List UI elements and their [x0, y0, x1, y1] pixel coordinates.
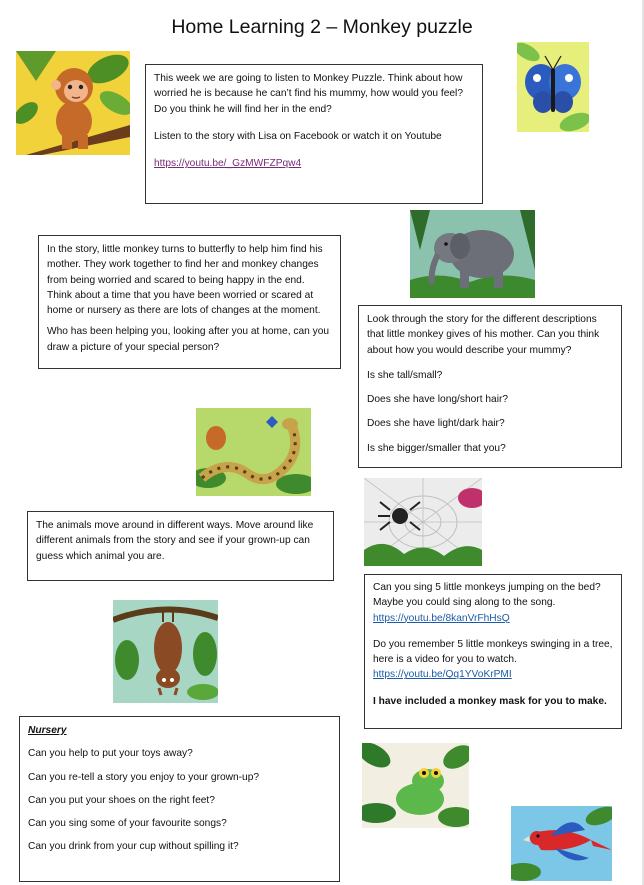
nursery-box	[19, 716, 340, 882]
parrot-illustration	[511, 806, 612, 881]
jumping-song-link[interactable]: https://youtu.be/8kanVrFhHsQ	[373, 612, 510, 624]
nursery-item: Can you re-tell a story you enjoy to your grown-up?	[28, 771, 260, 783]
spider-illustration	[364, 478, 482, 566]
story-video-link[interactable]: https://youtu.be/_GzMWFZPqw4	[154, 158, 302, 170]
swinging-song-link[interactable]: https://youtu.be/Qq1YVoKrPMI	[373, 669, 512, 681]
intro-question: Do you think he will find her in the end?	[154, 103, 332, 115]
page-title: Home Learning 2 – Monkey puzzle	[171, 16, 473, 38]
story-box	[38, 235, 341, 369]
sing-question-2: Do you remember 5 little monkeys swinging in a tree, here is a video for you to watch.	[373, 638, 613, 666]
describe-question: Is she bigger/smaller that you?	[367, 442, 506, 454]
story-text: In the story, little monkey turns to butterfly to help him find his mother. They work together to find her and monkey changes from being worried and scared to being happy in the end. Think about a time that you have been worried or scared at home or nursery as there are lots of changes at the moment.	[47, 244, 323, 317]
nursery-item: Can you sing some of your favourite songs?	[28, 818, 227, 830]
intro-text: This week we are going to listen to Monkey Puzzle. Think about how worried he is because he can’t find his mummy, how would you feel?	[154, 73, 463, 100]
story-question: Who has been helping you, looking after you at home, can you draw a picture of your special person?	[47, 326, 330, 353]
nursery-item: Can you help to put your toys away?	[28, 748, 193, 760]
nursery-item: Can you drink from your cup without spilling it?	[28, 841, 239, 853]
monkey-mask-note: I have included a monkey mask for you to make.	[373, 695, 607, 707]
sing-songs-box	[364, 574, 622, 729]
butterfly-illustration	[517, 42, 589, 132]
describe-question: Is she tall/small?	[367, 369, 443, 381]
describe-question: Does she have long/short hair?	[367, 394, 509, 406]
describe-question: Does she have light/dark hair?	[367, 418, 505, 430]
sing-question-1: Can you sing 5 little monkeys jumping on the bed? Maybe you could sing along to the song.	[373, 582, 601, 609]
intro-box	[145, 64, 483, 204]
snake-illustration	[196, 408, 311, 496]
elephant-illustration	[410, 210, 535, 298]
intro-listen-text: Listen to the story with Lisa on Facebook or watch it on Youtube	[154, 130, 442, 142]
nursery-heading: Nursery	[28, 725, 67, 736]
frog-illustration	[362, 743, 469, 828]
move-text: The animals move around in different ways. Move around like different animals from the story and see if your grown-up can guess which animal you are.	[36, 520, 314, 562]
describe-mummy-box	[358, 305, 622, 468]
bat-illustration	[113, 600, 218, 703]
move-like-animals-box	[27, 511, 334, 581]
describe-intro: Look through the story for the different descriptions that little monkey gives of his mother. Can you think about how you would describe your mummy?	[367, 314, 600, 356]
monkey-illustration	[16, 51, 130, 155]
nursery-item: Can you put your shoes on the right feet?	[28, 794, 215, 806]
